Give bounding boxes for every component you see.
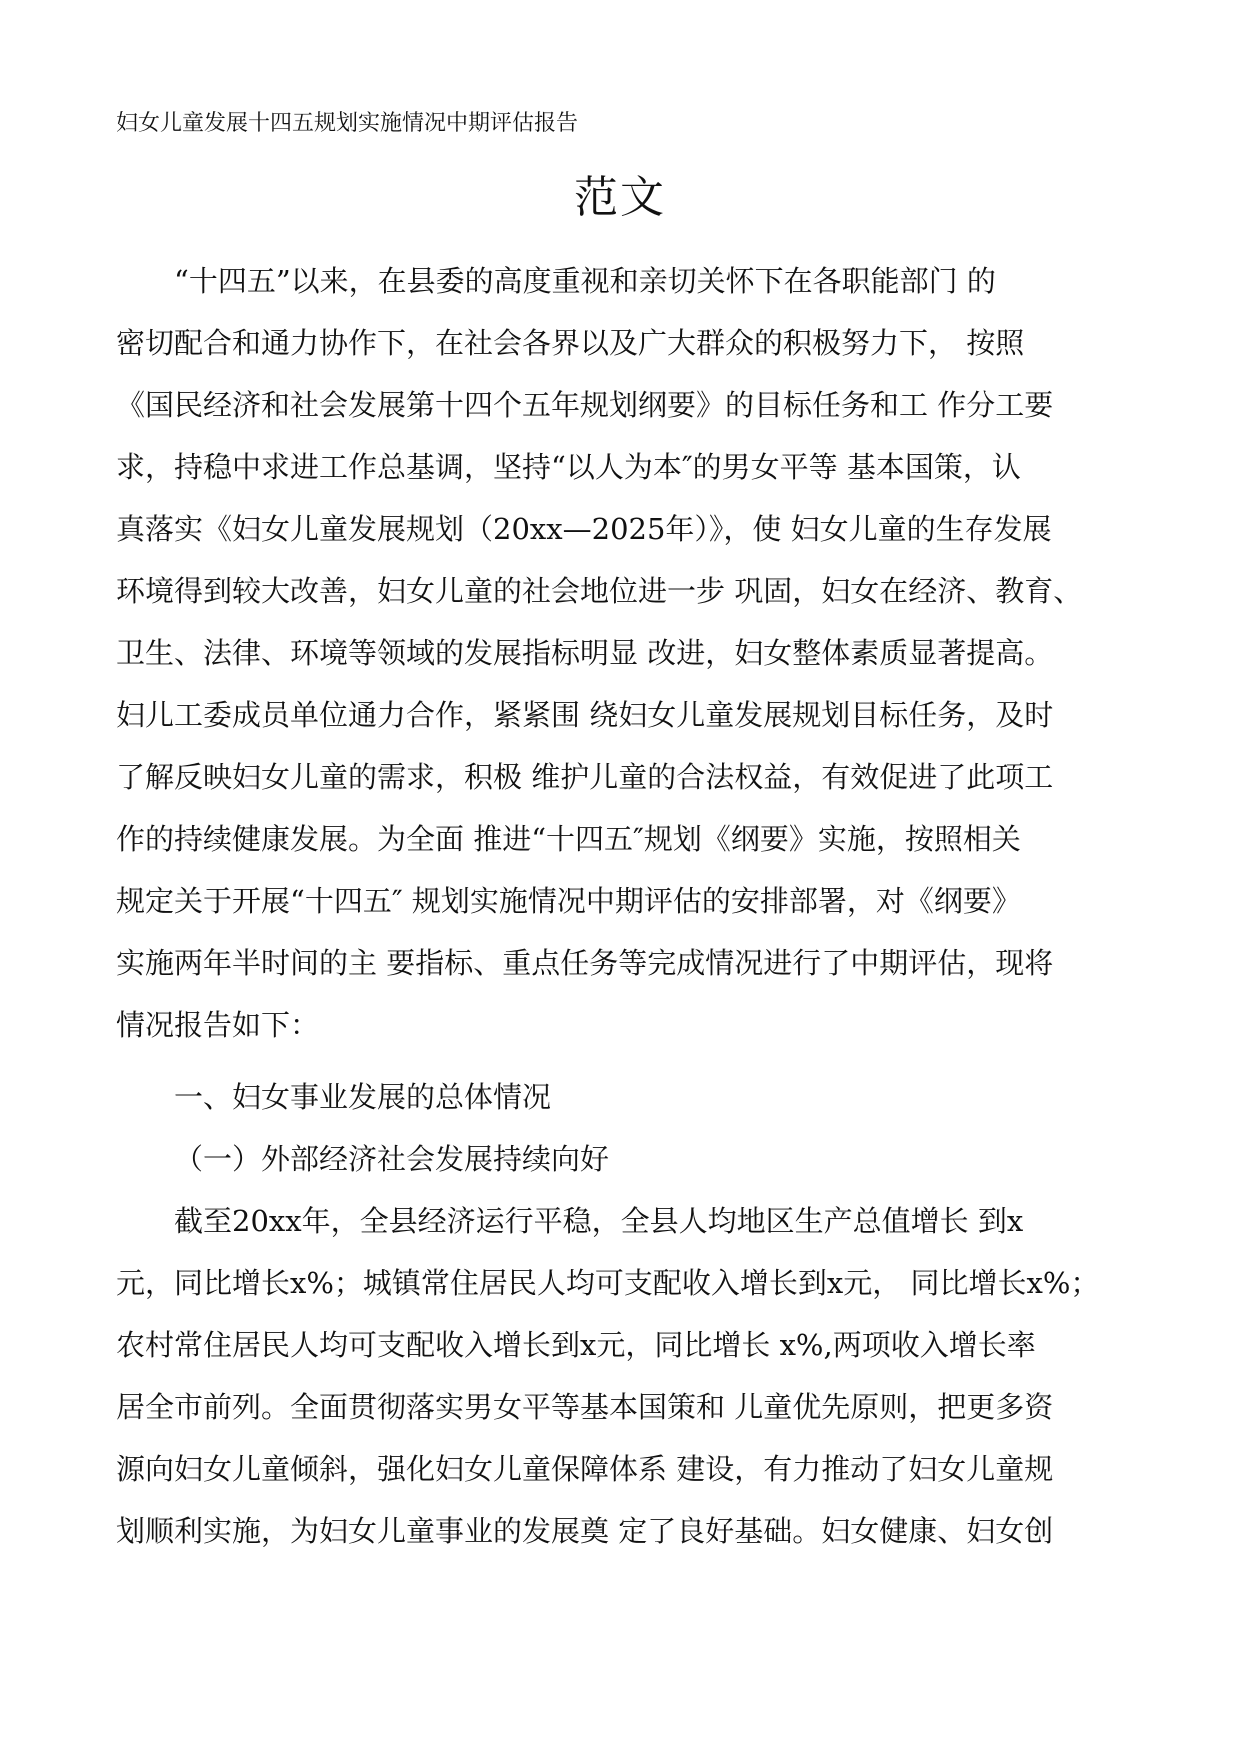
paragraph-line: 元，同比增长x%；城镇常住居民人均可支配收入增长到x元， 同比增长x%； — [116, 1266, 1100, 1300]
paragraph-line: 情况报告如下： — [116, 1008, 320, 1042]
paragraph-line: 《国民经济和社会发展第十四个五年规划纲要》的目标任务和工 作分工要 — [116, 388, 1054, 422]
paragraph-line: 规定关于开展“十四五″ 规划实施情况中期评估的安排部署，对《纲要》 — [116, 884, 1021, 918]
paragraph-line: 农村常住居民人均可支配收入增长到x元，同比增长 x%,两项收入增长率 — [116, 1328, 1036, 1362]
paragraph-line: 作的持续健康发展。为全面 推进“十四五″规划《纲要》实施，按照相关 — [116, 822, 1021, 856]
paragraph-line: 卫生、法律、环境等领域的发展指标明显 改进，妇女整体素质显著提高。 — [116, 636, 1054, 670]
subsection-heading: （一）外部经济社会发展持续向好 — [174, 1142, 610, 1176]
paragraph-line: 实施两年半时间的主 要指标、重点任务等完成情况进行了中期评估，现将 — [116, 946, 1054, 980]
document-body — [116, 250, 1136, 1562]
paragraph-line: 妇儿工委成员单位通力合作，紧紧围 绕妇女儿童发展规划目标任务，及时 — [116, 698, 1054, 732]
paragraph-line: 截至20xx年，全县经济运行平稳，全县人均地区生产总值增长 到x — [174, 1204, 1024, 1238]
paragraph-line: 居全市前列。全面贯彻落实男女平等基本国策和 儿童优先原则，把更多资 — [116, 1390, 1054, 1424]
paragraph-line: 了解反映妇女儿童的需求，积极 维护儿童的合法权益，有效促进了此项工 — [116, 760, 1054, 794]
paragraph-line: 真落实《妇女儿童发展规划（20xx—2025年）》，使 妇女儿童的生存发展 — [116, 512, 1052, 546]
paragraph-line: 求，持稳中求进工作总基调，坚持“以人为本″的男女平等 基本国策，认 — [116, 450, 1021, 484]
paragraph-line: “十四五”以来，在县委的高度重视和亲切关怀下在各职能部门 的 — [174, 264, 996, 298]
document-title: 范文 — [574, 172, 666, 223]
paragraph-line: 源向妇女儿童倾斜，强化妇女儿童保障体系 建设，有力推动了妇女儿童规 — [116, 1452, 1054, 1486]
paragraph-line: 划顺利实施，为妇女儿童事业的发展奠 定了良好基础。妇女健康、妇女创 — [116, 1514, 1054, 1548]
paragraph-line: 环境得到较大改善，妇女儿童的社会地位进一步 巩固，妇女在经济、教育、 — [116, 574, 1083, 608]
paragraph-line: 密切配合和通力协作下，在社会各界以及广大群众的积极努力下， 按照 — [116, 326, 1025, 360]
document-header: 妇女儿童发展十四五规划实施情况中期评估报告 — [116, 111, 579, 136]
section-heading: 一、妇女事业发展的总体情况 — [174, 1080, 552, 1114]
